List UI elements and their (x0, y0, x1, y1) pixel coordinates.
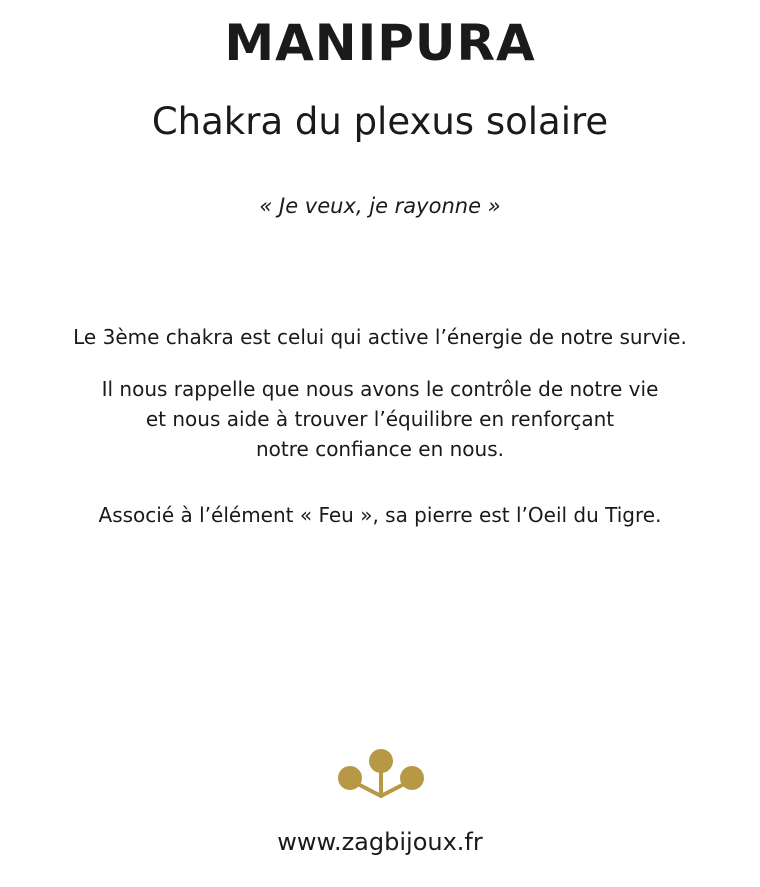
paragraph-element (0, 500, 760, 530)
page-title: MANIPURA (224, 14, 536, 72)
page-subtitle: Chakra du plexus solaire (151, 100, 609, 143)
zag-bijoux-logo-icon (334, 744, 428, 804)
website-url[interactable]: www.zagbijoux.fr (277, 828, 483, 856)
paragraph-description-line-1: Il nous rappelle que nous avons le contrôle de notre vie (101, 377, 659, 401)
paragraph-description (0, 374, 760, 464)
paragraph-intro-text: Le 3ème chakra est celui qui active l’énergie de notre survie. (73, 325, 687, 349)
motto-quote: « Je veux, je rayonne » (259, 194, 501, 218)
paragraph-element-text: Associé à l’élément « Feu », sa pierre est l’Oeil du Tigre. (98, 503, 662, 527)
paragraph-description-line-3: notre confiance en nous. (256, 437, 504, 461)
paragraph-intro (0, 322, 760, 352)
paragraph-description-line-2: et nous aide à trouver l’équilibre en renforçant (145, 407, 615, 431)
